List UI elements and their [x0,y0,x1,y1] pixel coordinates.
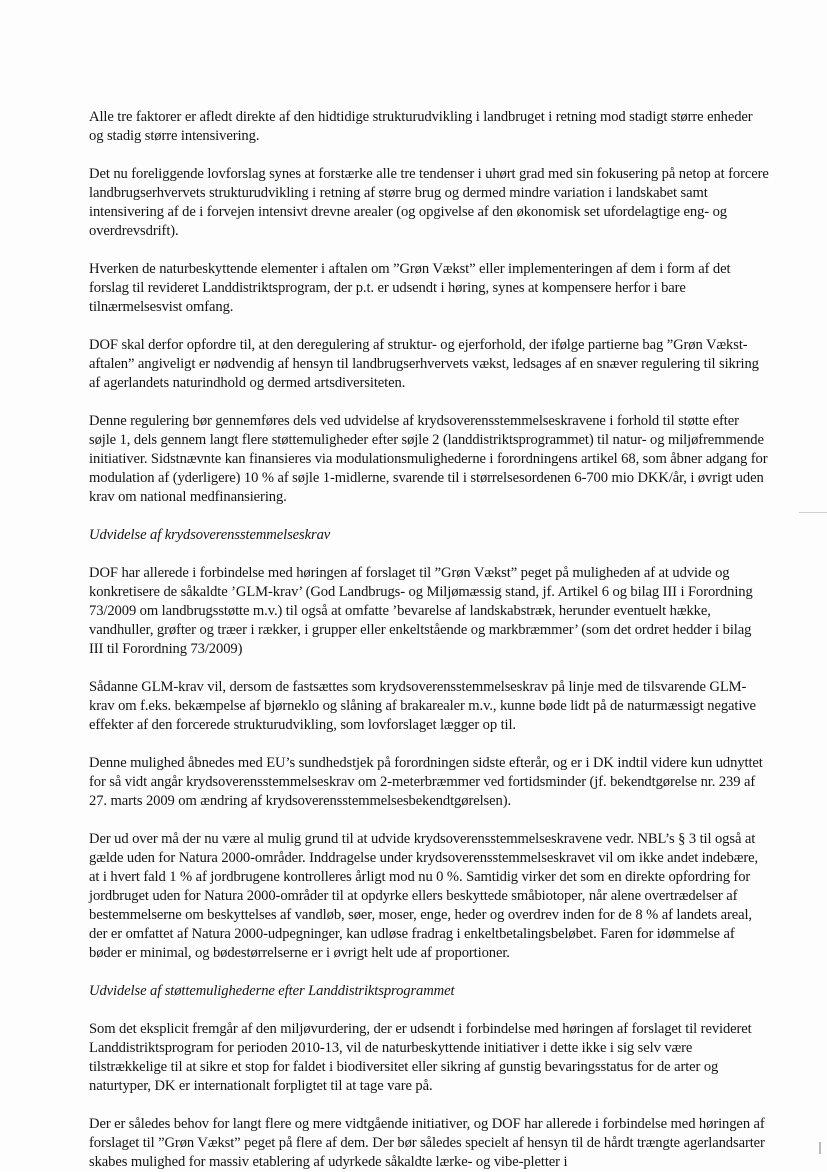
section2-paragraph-2: Der er således behov for langt flere og mere vidtgående initiativer, og DOF har allerede i forbindelse med høringen af forslaget til ”Grøn Vækst” peget på flere af dem. Der bør således specielt af hensyn til de hårdt trængte agerlandsarter skabes mulighed for massiv etablering af udyrkede såkaldte lærke- og vibe-pletter i [89,1116,765,1170]
section-heading-landdistriktsprogram: Udvidelse af støttemulighederne efter Landdistriktsprogrammet [89,983,455,999]
section-krydsoverensstemmelse [89,526,769,963]
paragraph-5: Denne regulering bør gennemføres dels ved udvidelse af krydsoverensstemmelseskravene i forhold til støtte efter søjle 1, dels gennem langt flere støttemuligheder efter søjle 2 (landdistriktsprogrammet) til natur- og miljøfremmende initiativer. Sidstnævnte kan finansieres via modulationsmulighederne i forordningens artikel 68, som åbner adgang for modulation af (yderligere) 10 % af søjle 1-midlerne, svarende til i størrelsesordenen 6-700 mio DKK/år, i øvrigt uden krav om national medfinansiering. [89,413,768,505]
document-body [89,108,769,1172]
paragraph-2: Det nu foreliggende lovforslag synes at forstærke alle tre tendenser i uhørt grad med sin fokusering på netop at forcere landbrugserhvervets strukturudvikling i retning af større brug og dermed mindre variation i landskabet samt intensivering af de i forvejen intensivt drevne arealer (og opgivelse af den økonomisk set ufordelagtige eng- og overdrevsdrift). [89,166,769,239]
section-heading-krydsoverensstemmelse: Udvidelse af krydsoverensstemmelseskrav [89,527,331,543]
section1-paragraph-3: Denne mulighed åbnedes med EU’s sundhedstjek på forordningen sidste efterår, og er i DK indtil videre kun udnyttet for så vidt angår krydsoverensstemmelseskrav om 2-meterbræmmer ved fortidsminder (jf. bekendtgørelse nr. 239 af 27. marts 2009 om ændring af krydsoverensstemmelsesbekendtgørelsen). [89,755,763,809]
scan-artifact-mark [819,1142,821,1154]
section1-paragraph-2: Sådanne GLM-krav vil, dersom de fastsættes som krydsoverensstemmelseskrav på linje med de tilsvarende GLM-krav om f.eks. bekæmpelse af bjørneklo og slåning af brakarealer m.v., kunne bøde lidt på de naturmæssigt negative effekter af den forcerede strukturudvikling, som lovforslaget lægger op til. [89,679,756,733]
scan-artifact-line [799,512,827,513]
section2-paragraph-1: Som det eksplicit fremgår af den miljøvurdering, der er udsendt i forbindelse med høringen af forslaget til revideret Landdistriktsprogram for perioden 2010-13, vil de naturbeskyttende initiativer i dette ikke i sig selv være tilstrækkelige til at sikre et stop for faldet i biodiversitet eller sikring af gunstig bevaringsstatus for de arter og naturtyper, DK er internationalt forpligtet til at tage vare på. [89,1021,752,1094]
paragraph-3: Hverken de naturbeskyttende elementer i aftalen om ”Grøn Vækst” eller implementeringen af dem i form af det forslag til revideret Landdistriktsprogram, der p.t. er udsendt i høring, synes at kompensere herfor i bare tilnærmelsesvist omfang. [89,261,731,315]
section1-paragraph-1: DOF har allerede i forbindelse med høringen af forslaget til ”Grøn Vækst” peget på muligheden af at udvide og konkretisere de såkaldte ’GLM-krav’ (God Landbrugs- og Miljømæssig stand, jf. Artikel 6 og bilag III i Forordning 73/2009 om landbrugsstøtte m.v.) til også at omfatte ’bevarelse af landskabstræk, herunder eventuelt hække, vandhuller, grøfter og træer i rækker, i grupper eller enkeltstående og markbræmmer’ (som det ordret hedder i bilag III til Forordning 73/2009) [89,565,753,657]
paragraph-4: DOF skal derfor opfordre til, at den deregulering af struktur- og ejerforhold, der ifølge partierne bag ”Grøn Vækst-aftalen” angiveligt er nødvendig af hensyn til landbrugserhvervets vækst, ledsages af en snæver regulering til sikring af agerlandets naturindhold og dermed artsdiversiteten. [89,337,759,391]
paragraph-1: Alle tre faktorer er afledt direkte af den hidtidige strukturudvikling i landbruget i retning mod stadigt større enheder og stadig større intensivering. [89,109,753,144]
section1-paragraph-4: Der ud over må der nu være al mulig grund til at udvide krydsoverensstemmelseskravene vedr. NBL’s § 3 til også at gælde uden for Natura 2000-områder. Inddragelse under krydsoverensstemmelseskravet vil om ikke andet indebære, at i hvert fald 1 % af jordbrugene kontrolleres årligt mod nu 0 %. Samtidig virker det som en direkte opfordring for jordbruget uden for Natura 2000-områder til at opdyrke ellers beskyttede småbiotoper, når alene overtrædelser af bestemmelserne om beskyttelses af vandløb, søer, moser, enge, heder og overdrev inden for de 8 % af landets areal, der er omfattet af Natura 2000-udpegninger, kan udløse fradrag i enkeltbetalingsbeløbet. Faren for idømmelse af bøder er minimal, og bødestørrelserne er i øvrigt helt ude af proportioner. [89,831,759,961]
section-landdistriktsprogram [89,982,769,1172]
